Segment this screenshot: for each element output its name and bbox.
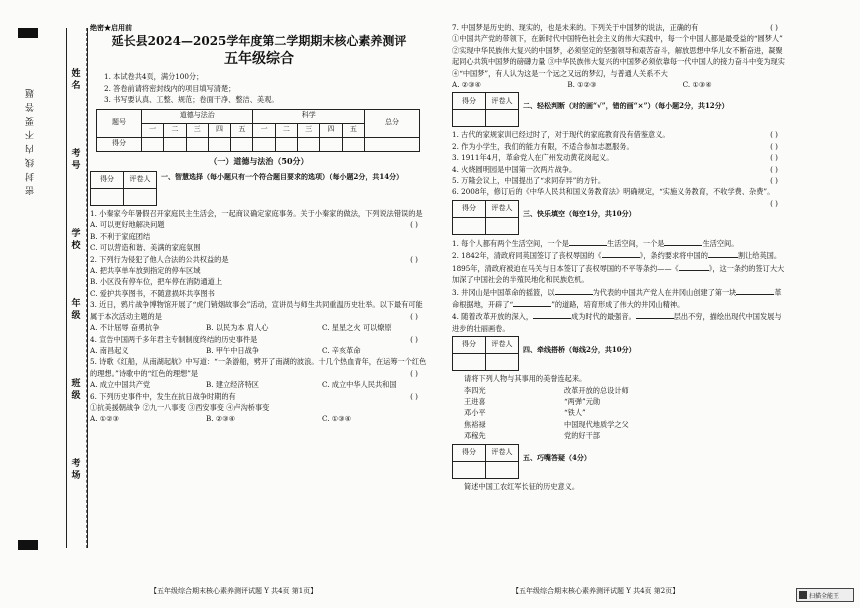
section4-title: 四、牵线搭桥（每线2分，共10分） — [523, 345, 636, 355]
score-sub: 五 — [231, 123, 253, 137]
match-intro: 请将下列人物与其事用的美誉连起来。 — [464, 374, 587, 384]
blank-field[interactable] — [513, 298, 551, 307]
match-title[interactable]: 中国现代地质学之父 — [564, 419, 629, 429]
fill-text: 成为时代的最强音。 — [571, 312, 636, 322]
blank-field[interactable] — [636, 310, 674, 319]
blank-field[interactable] — [736, 286, 774, 295]
grader-score-label: 得分 — [453, 200, 486, 217]
q7-options — [452, 79, 788, 90]
option[interactable]: B. 小区没有停车位，把车停在消防通道上 — [90, 277, 223, 287]
match-person[interactable]: 焦裕禄 — [464, 419, 486, 429]
grader-name-cell[interactable] — [124, 189, 157, 206]
score-sub: 三 — [186, 123, 208, 137]
answer-paren[interactable]: ( ) — [770, 23, 778, 32]
mc-question — [90, 413, 428, 424]
section5-question: 简述中国工农红军长征的历史意义。 — [464, 481, 580, 491]
score-table — [96, 109, 420, 152]
score-header-qnum: 题号 — [97, 109, 142, 137]
option[interactable]: C. 星星之火 可以燎原 — [322, 323, 392, 333]
instructions — [90, 71, 428, 105]
fill-text: 3. 井冈山是中国革命的摇篮，以 — [452, 287, 555, 297]
section4-header — [452, 336, 788, 371]
grader-box — [90, 171, 157, 206]
section2-title: 二、轻松判断（对的画“√”，错的画“×”）（每小题2分，共12分） — [523, 101, 729, 111]
fill-text: 层出不穷，描绘出现代中国发展与进步的壮丽画卷。 — [452, 312, 782, 333]
blank-field[interactable] — [664, 237, 702, 246]
fill-text: 割让给英国。1895年，清政府被迫在马关与日本签订了丧权辱国的不平等条约——《 — [452, 251, 782, 273]
mc-question — [90, 391, 428, 414]
judge-paren[interactable]: ( ) — [770, 153, 778, 163]
grader-score-label: 得分 — [453, 93, 486, 110]
score-row-label: 得分 — [97, 137, 142, 151]
judge-text: 2. 作为小学生，我们的能力有限，不适合参加志愿服务。 — [452, 141, 634, 151]
judge-paren[interactable]: ( ) — [770, 198, 778, 208]
option[interactable]: C. 爱护共享图书，不随意损坏共享图书 — [90, 288, 215, 298]
grader-score-cell[interactable] — [453, 217, 486, 234]
score-cell[interactable] — [365, 137, 420, 151]
score-sub: 四 — [208, 123, 230, 137]
judge-paren[interactable]: ( ) — [770, 130, 778, 140]
margin-label: 名 — [71, 81, 81, 91]
match-row — [452, 396, 788, 407]
answer-paren[interactable]: ( ) — [410, 334, 418, 344]
score-cell[interactable] — [275, 137, 297, 151]
judge-item — [452, 164, 788, 175]
option[interactable]: A. 把共享单车放到指定的停车区域 — [90, 266, 201, 276]
fill-text: 》，这一条约的签订大大加深了中国社会的半殖民地化和民族危机。 — [452, 263, 785, 285]
match-list — [452, 385, 788, 442]
score-header-moral: 道德与法治 — [142, 109, 253, 123]
right-column — [452, 22, 788, 492]
answer-paren[interactable]: ( ) — [410, 220, 418, 230]
option[interactable]: B. 不利于家庭团结 — [90, 231, 151, 241]
section3-title: 三、快乐填空（每空1分，共10分） — [523, 208, 636, 218]
option[interactable]: C. 辛亥革命 — [322, 345, 361, 355]
q7-body: ①中国共产党的带领下，在新时代中国特色社会主义的伟大实践中，每一个中国人都是最受益的“圆梦人” ②实现中华民族伟大复兴的中国梦，必须坚定的坚强领导和艰苦奋斗，解放思想中华儿女不断奋进，凝聚起同心共筑中国梦的磅礴力量 ③中华民族伟大复兴的中国梦必须依靠每一代中国人的接力奋斗中变为现实 ④“中国梦”，有人认为这是一个远之又远的梦幻，与普通人关系不大 — [452, 34, 785, 78]
score-sub: 五 — [342, 123, 364, 137]
judge-item — [452, 141, 788, 152]
grader-score-cell[interactable] — [453, 110, 486, 127]
fill-q3 — [452, 286, 788, 311]
fill-text: 为代表的中国共产党人在井冈山创建了第一块 — [592, 287, 737, 297]
question-stem: 3. 近日，鸦片战争博物馆开展了“虎门销烟故事会”活动，宣讲员与师生共同重温历史壮举。以下最有可能属于本次活动主题的是 — [90, 300, 423, 321]
match-title[interactable]: “两弹”元勋 — [564, 396, 601, 406]
judge-text: 5. 万隆会议上，中国提出了“求同存异”的方针。 — [452, 176, 606, 186]
answer-paren[interactable]: ( ) — [410, 391, 418, 401]
instruction-line: 1. 本试卷共4页，满分100分； — [104, 72, 204, 82]
question-stem: 2. 下列行为侵犯了他人合法的公共权益的是 — [90, 254, 229, 264]
score-cell[interactable] — [253, 137, 275, 151]
match-row — [452, 430, 788, 441]
judge-text: 3. 1911年4月，革命党人在广州发动黄花岗起义。 — [452, 153, 614, 163]
option[interactable]: A. 可以更好地解决问题 — [90, 220, 165, 230]
seal-bar — [18, 28, 38, 38]
grader-name-label: 评卷人 — [124, 172, 157, 189]
option-row — [90, 322, 428, 333]
seal-bar — [18, 540, 38, 550]
option[interactable]: C. ①③④ — [682, 80, 712, 90]
section2-header — [452, 92, 788, 127]
blank-field[interactable] — [708, 249, 738, 258]
section5-header — [452, 444, 788, 479]
judge-list — [452, 129, 788, 208]
mc-question — [90, 334, 428, 357]
fill-text: ”的道路，培育形成了伟大的井冈山精神。 — [551, 299, 685, 309]
grader-score-cell[interactable] — [453, 461, 486, 478]
footer-page1: 【五年级综合期末核心素养测评试题 Y 共4页 第1页】 — [150, 587, 318, 595]
score-cell[interactable] — [208, 137, 230, 151]
answer-paren[interactable]: ( ) — [410, 254, 418, 264]
option[interactable]: A. ①②③ — [90, 414, 120, 424]
margin-label: 班 — [71, 379, 81, 389]
match-person[interactable]: 王进喜 — [464, 396, 486, 406]
score-sub: 二 — [275, 123, 297, 137]
judge-text: 6. 2008年，修订后的《中华人民共和国义务教育法》明确规定，“实施义务教育，不收学费、杂费”。 — [452, 187, 775, 197]
score-sub: 四 — [320, 123, 342, 137]
score-cell[interactable] — [164, 137, 186, 151]
scanner-watermark — [796, 588, 854, 602]
score-sub: 三 — [298, 123, 320, 137]
grader-score-cell[interactable] — [91, 189, 124, 206]
margin-label: 学 — [71, 229, 81, 239]
score-cell[interactable] — [142, 137, 164, 151]
score-cell[interactable] — [320, 137, 342, 151]
grader-name-cell[interactable] — [486, 110, 519, 127]
fill-q1 — [452, 237, 788, 249]
grader-name-label: 评卷人 — [486, 337, 519, 354]
match-person[interactable]: 李四光 — [464, 385, 486, 395]
score-header-science: 科学 — [253, 109, 365, 123]
option[interactable]: C. 成立中华人民共和国 — [322, 380, 397, 390]
binding-margin — [66, 28, 88, 548]
judge-item — [452, 175, 788, 186]
blank-field[interactable] — [533, 310, 571, 319]
grader-box — [452, 200, 519, 235]
margin-label: 场 — [71, 471, 81, 481]
blank-field[interactable] — [569, 237, 607, 246]
fill-text: 》，条约要求将中国的 — [639, 251, 708, 261]
judge-item — [452, 129, 788, 140]
answer-paren[interactable]: ( ) — [410, 368, 418, 378]
grader-name-cell[interactable] — [486, 461, 519, 478]
instruction-line: 3. 书写要认真、工整、规范；卷面干净、整洁、美观。 — [104, 95, 279, 105]
judge-paren[interactable]: ( ) — [770, 141, 778, 151]
fill-q4 — [452, 310, 788, 334]
match-row — [452, 419, 788, 430]
q7-stem: 7. 中国梦是历史的、现实的，也是未来的。下列关于中国梦的说法，正确的有 — [452, 23, 699, 32]
grader-name-cell[interactable] — [486, 354, 519, 371]
blank-field[interactable] — [555, 286, 593, 295]
option-row — [90, 413, 428, 424]
question-stem: 5. 诗歌《红船，从南湖起航》中写道：“一条游船，劈开了南湖的波浪。十几个热血青年，在运筹一个红色的理想。”诗歌中的“红色的理想”是 — [90, 357, 427, 378]
grader-box — [452, 444, 519, 479]
cs-logo-icon — [799, 591, 807, 599]
match-title[interactable]: 改革开放的总设计师 — [564, 385, 629, 395]
section1-header — [90, 171, 428, 206]
score-sub: 二 — [164, 123, 186, 137]
judge-text: 1. 古代的家规家训已经过时了，对于现代的家庭教育没有借鉴意义。 — [452, 130, 670, 140]
margin-label: 级 — [71, 391, 81, 401]
margin-label: 考 — [71, 459, 81, 469]
option[interactable]: B. 甲午中日战争 — [206, 345, 259, 355]
mc-questions — [90, 208, 428, 425]
fill-text: 2. 1842年，清政府同英国签订了丧权辱国的《 — [452, 251, 602, 261]
match-title[interactable]: 党的好干部 — [564, 431, 600, 441]
section1-title: 一、智慧选择（每小题只有一个符合题目要求的选项）（每小题2分，共14分） — [161, 172, 404, 182]
grader-box — [452, 92, 519, 127]
answer-paren[interactable]: ( ) — [410, 311, 418, 321]
question-stem: 4. 宣告中国两千多年君主专制制度终结的历史事件是 — [90, 334, 258, 344]
blank-field[interactable] — [679, 262, 709, 271]
part1-title: （一）道德与法治（50分） — [209, 155, 309, 166]
option[interactable]: A. 南昌起义 — [90, 345, 129, 355]
grader-name-cell[interactable] — [486, 217, 519, 234]
exam-subject: 五年级综合 — [224, 51, 294, 68]
score-sub: 一 — [253, 123, 275, 137]
match-row — [452, 407, 788, 418]
margin-label: 考 — [71, 149, 81, 159]
mc-question — [90, 208, 428, 254]
mc-question — [90, 356, 428, 390]
judge-item — [452, 152, 788, 163]
grader-score-cell[interactable] — [453, 354, 486, 371]
section5-title: 五、巧嘴答疑（4分） — [523, 452, 591, 462]
grader-score-label: 得分 — [91, 172, 124, 189]
option[interactable]: C. 可以营造和谐、美满的家庭氛围 — [90, 243, 201, 253]
grader-name-label: 评卷人 — [486, 93, 519, 110]
seal-line-text: 密 封 线 内 不 要 答 题 — [26, 88, 36, 196]
fill-blanks — [452, 237, 788, 334]
match-person[interactable]: 邓稼先 — [464, 431, 486, 441]
exam-title: 延长县2024—2025学年度第二学期期末核心素养测评 — [111, 34, 407, 49]
fill-text: 生活空间。 — [702, 238, 739, 248]
option[interactable]: A. 不计屈辱 奋勇抗争 — [90, 323, 160, 333]
grader-score-label: 得分 — [453, 337, 486, 354]
fill-text: 4. 随着改革开放的深入， — [452, 312, 534, 322]
score-sub: 一 — [142, 123, 164, 137]
mc-question — [90, 254, 428, 300]
score-cell[interactable] — [298, 137, 320, 151]
grader-name-label: 评卷人 — [486, 444, 519, 461]
margin-label: 级 — [71, 311, 81, 321]
question-stem: 1. 小秦家今年暑假召开家庭民主生活会，一起商议确定家庭事务。关于小秦家的做法，下列说法错误的是 — [90, 209, 423, 219]
match-person[interactable]: 邓小平 — [464, 408, 486, 418]
margin-label: 年 — [71, 299, 81, 309]
option-row — [90, 379, 428, 390]
fill-q2 — [452, 249, 788, 285]
judge-text: 4. 火烧圆明园是中国第一次两片战争。 — [452, 164, 577, 174]
grader-name-label: 评卷人 — [486, 200, 519, 217]
instruction-line: 2. 答卷前请将密封线内的项目填写清楚； — [104, 83, 236, 93]
option[interactable]: B. ①②③ — [567, 80, 597, 90]
question-7 — [452, 22, 788, 33]
margin-label: 姓 — [71, 69, 81, 79]
margin-label: 校 — [71, 241, 81, 251]
secret-mark: 绝密★启用前 — [90, 23, 132, 32]
score-cell[interactable] — [231, 137, 253, 151]
match-title[interactable]: “铁人” — [564, 408, 586, 418]
option[interactable]: B. 以民为本 肩人心 — [206, 323, 269, 333]
option[interactable]: B. 建立经济特区 — [206, 380, 259, 390]
option[interactable]: ①抗美援朝战争 ②九一八事变 ③西安事变 ④卢沟桥事变 — [90, 402, 270, 412]
mc-question — [90, 299, 428, 333]
option[interactable]: A. 成立中国共产党 — [90, 380, 151, 390]
option[interactable]: A. ②③④ — [452, 80, 482, 90]
fill-text: 生活空间，一个是 — [606, 238, 665, 248]
fill-text: 革命根据地，开辟了“ — [452, 287, 782, 309]
score-header-total: 总分 — [365, 109, 420, 137]
score-cell[interactable] — [186, 137, 208, 151]
watermark-label: 扫描全能王 — [809, 592, 840, 600]
score-cell[interactable] — [342, 137, 364, 151]
blank-field[interactable] — [602, 249, 640, 258]
fill-text: 1. 每个人都有两个生活空间，一个是 — [452, 238, 569, 248]
footer-page2: 【五年级综合期末核心素养测评试题 Y 共4页 第2页】 — [512, 587, 680, 595]
option[interactable]: B. ②③④ — [206, 414, 236, 424]
grader-score-label: 得分 — [453, 444, 486, 461]
judge-paren[interactable]: ( ) — [770, 176, 778, 186]
question-stem: 6. 下列历史事件中，发生在抗日战争时期的有 — [90, 391, 236, 401]
match-row — [452, 385, 788, 396]
judge-item — [452, 186, 788, 208]
left-column — [90, 22, 428, 425]
margin-label: 号 — [71, 161, 81, 171]
option[interactable]: C. ①③④ — [322, 414, 352, 424]
judge-paren[interactable]: ( ) — [770, 164, 778, 174]
section3-header — [452, 200, 770, 235]
seal-dashed-line — [86, 28, 87, 548]
option-row — [90, 345, 428, 356]
grader-box — [452, 336, 519, 371]
